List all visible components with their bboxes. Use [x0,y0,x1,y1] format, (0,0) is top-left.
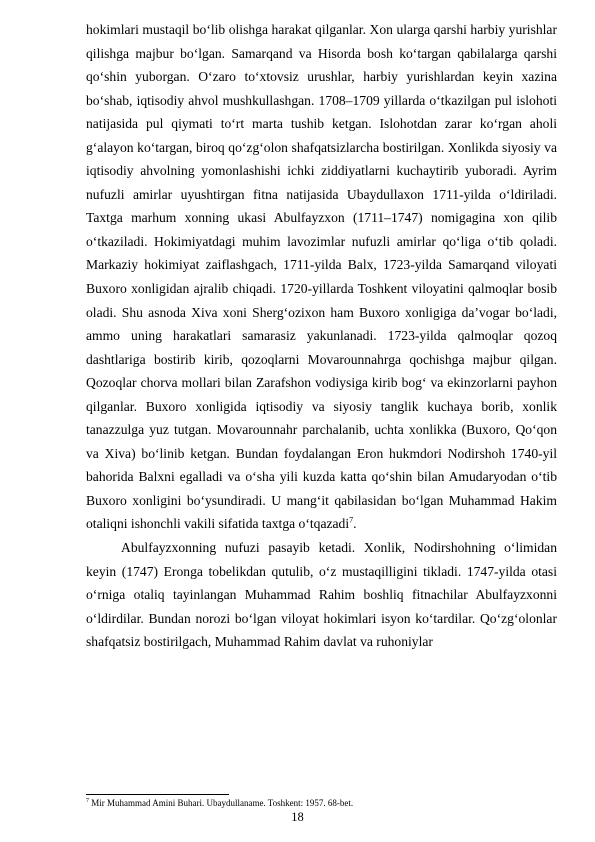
page-number: 18 [291,810,304,824]
footnote-reference[interactable]: 7 [349,515,354,525]
paragraph-2 [86,536,557,654]
footnote [86,798,557,809]
footnote-separator [86,794,229,795]
footnote-number: 7 [86,798,89,804]
paragraph-1 [86,18,557,536]
paragraph-1-text: hokimlari mustaqil bo‘lib olishga harakat qilganlar. Xon ularga qarshi harbiy yurishlar qilishga majbur bo‘lgan. Samarqand va Hisorda bosh ko‘targan qabilalarga qarshi qo‘shin yuborgan. O‘zaro to‘xtovsiz urushlar, harbiy yurishlardan keyin xazina bo‘shab, iqtisodiy ahvol mushkullashgan. 1708–1709 yillarda o‘tkazilgan pul islohoti natijasida pul qiymati to‘rt marta tushib ketgan. Islohotdan zarar ko‘rgan aholi g‘alayon ko‘targan, biroq qo‘zg‘olon shafqatsizlarcha bostirilgan. Xonlikda siyosiy va iqtisodiy ahvolning yomonlashishi ichki ziddiyatlarni kuchaytirib yuboradi. Ayrim nufuzli amirlar uyushtirgan fitna natijasida Ubaydullaxon 1711-yilda o‘ldiriladi. Taxtga marhum xonning ukasi Abulfayzxon (1711–1747) nomigagina xon qilib o‘tkaziladi. Hokimiyatdagi muhim lavozimlar nufuzli amirlar qo‘liga o‘tib qoladi. Markaziy hokimiyat zaiflashgach, 1711-yilda Balx, 1723-yilda Samarqand viloyati Buxoro xonligidan ajralib chiqadi. 1720-yillarda Toshkent viloyatini qalmoqlar bosib oladi. Shu asnoda Xiva xoni Sherg‘ozixon ham Buxoro xonligiga da’vogar bo‘ladi, ammo uning harakatlari samarasiz yakunlanadi. 1723-yilda qalmoqlar qozoq dashtlariga bostirib kirib, qozoqlarni Movarounnahrga qochishga majbur qilgan. Qozoqlar chorva mollari bilan Zarafshon vodiysiga kirib bog‘ va ekinzorlarni payhon qilganlar. Buxoro xonligida iqtisodiy va siyosiy tanglik kuchaya borib, xonlik tanazzulga yuz tutgan. Movarounnahr parchalanib, uchta xonlikka (Buxoro, Qo‘qon va Xiva) bo‘linib ketgan. Bundan foydalangan Eron hukmdori Nodirshoh 1740-yil bahorida Balxni egalladi va o‘sha yili kuzda katta qo‘shin bilan Amudaryodan o‘tib Buxoro xonligini bo‘ysundiradi. U mang‘it qabilasidan bo‘lgan Muhammad Hakim otaliqni ishonchli vakili sifatida taxtga o‘tqazadi [86,22,557,532]
footnote-text: Mir Muhammad Amini Buhari. Ubaydullaname. Toshkent: 1957. 68-bet. [91,798,354,808]
paragraph-1-end: . [353,516,357,532]
paragraph-2-text: Abulfayzxonning nufuzi pasayib ketadi. Xonlik, Nodirshohning o‘limidan keyin (1747) Eronga tobelikdan qutulib, o‘z mustaqilligini tikladi. 1747-yilda otasi o‘rniga otaliq tayinlangan Muhammad Rahim boshliq fitnachilar Abulfayzxonni o‘ldirdilar. Bundan norozi bo‘lgan viloyat hokimlari isyon ko‘tardilar. Qo‘zg‘olonlar shafqatsiz bostirilgach, Muhammad Rahim davlat va ruhoniylar [86,540,557,650]
body-text [86,18,557,654]
